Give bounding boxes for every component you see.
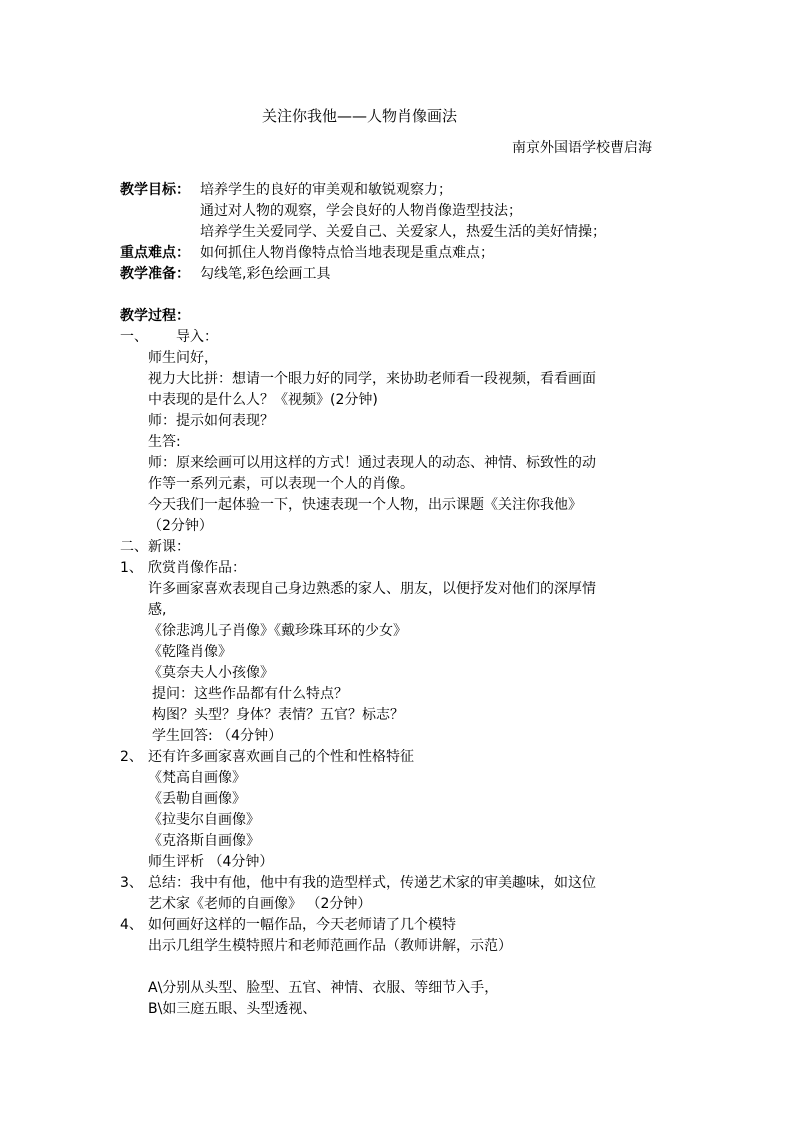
text-line: 许多画家喜欢表现自己身边熟悉的家人、朋友，以便抒发对他们的深厚情 — [148, 581, 596, 597]
subsection-number: 3、 — [120, 875, 143, 891]
intro-line: 视力大比拼：想请一个眼力好的同学，来协助老师看一段视频，看看画面 — [148, 371, 596, 387]
intro-line: 师生问好， — [148, 350, 218, 366]
comment-line: 师生评析 （4分钟） — [148, 854, 274, 870]
text-line: 如何画好这样的一幅作品，今天老师请了几个模特 — [148, 917, 456, 933]
author-line: 南京外国语学校曹启海 — [512, 140, 652, 156]
text-line: 总结：我中有他，他中有我的造型样式，传递艺术家的审美趣味，如这位 — [148, 875, 596, 891]
prep-label: 教学准备： — [120, 266, 190, 282]
artwork-line: 《克洛斯自画像》 — [148, 833, 260, 849]
intro-line: 生答: — [148, 434, 181, 450]
question-line: 提问：这些作品都有什么特点？ — [152, 686, 348, 702]
document-title: 关注你我他——人物肖像画法 — [262, 107, 458, 125]
intro-line: 作等一系列元素，可以表现一个人的肖像。 — [148, 476, 414, 492]
subsection-number: 1、 — [120, 560, 143, 576]
intro-line: 今天我们一起体验一下，快速表现一个人物，出示课题《关注你我他》 — [148, 497, 582, 513]
intro-number: 一、 — [120, 329, 148, 345]
subsection-number: 2、 — [120, 749, 143, 765]
text-line: 艺术家《老师的自画像》 （2分钟） — [148, 896, 372, 912]
intro-line: （2分钟） — [148, 518, 213, 534]
goal-line: 通过对人物的观察，学会良好的人物肖像造型技法； — [200, 203, 522, 219]
artwork-line: 《丢勒自画像》 — [148, 791, 246, 807]
text-line: 感, — [148, 602, 167, 618]
keypoint-text: 如何抓住人物肖像特点恰当地表现是重点难点； — [200, 245, 494, 261]
subsection-heading: 还有许多画家喜欢画自己的个性和性格特征 — [148, 749, 414, 765]
artwork-line: 《乾隆肖像》 — [148, 644, 232, 660]
text-line: 出示几组学生模特照片和老师范画作品（教师讲解，示范） — [148, 938, 512, 954]
step-line: A\分别从头型、脸型、五官、神情、衣服、等细节入手， — [148, 980, 499, 996]
keypoint-label: 重点难点： — [120, 245, 190, 261]
question-line: 学生回答: （4分钟） — [152, 728, 283, 744]
process-label: 教学过程： — [120, 308, 190, 324]
subsection-number: 4、 — [120, 917, 143, 933]
goals-label: 教学目标： — [120, 182, 190, 198]
goal-line: 培养学生关爱同学、关爱自己、关爱家人，热爱生活的美好情操； — [200, 224, 606, 240]
intro-heading: 导入： — [176, 329, 218, 345]
artwork-line: 《梵高自画像》 — [148, 770, 246, 786]
prep-text: 勾线笔,彩色绘画工具 — [200, 266, 331, 282]
goal-line: 培养学生的良好的审美观和敏锐观察力； — [200, 182, 452, 198]
newlesson-heading: 二、新课： — [120, 539, 190, 555]
question-line: 构图？头型？身体？表情？五官？标志？ — [152, 707, 404, 723]
artwork-line: 《莫奈夫人小孩像》 — [148, 665, 274, 681]
artwork-line: 《徐悲鸿儿子肖像》《戴珍珠耳环的少女》 — [148, 623, 407, 639]
intro-line: 师：原来绘画可以用这样的方式！通过表现人的动态、神情、标致性的动 — [148, 455, 596, 471]
step-line: B\如三庭五眼、头型透视、 — [148, 1001, 317, 1017]
intro-line: 中表现的是什么人？《视频》(2分钟) — [148, 392, 378, 408]
artwork-line: 《拉斐尔自画像》 — [148, 812, 260, 828]
subsection-heading: 欣赏肖像作品： — [148, 560, 246, 576]
intro-line: 师：提示如何表现？ — [148, 413, 274, 429]
